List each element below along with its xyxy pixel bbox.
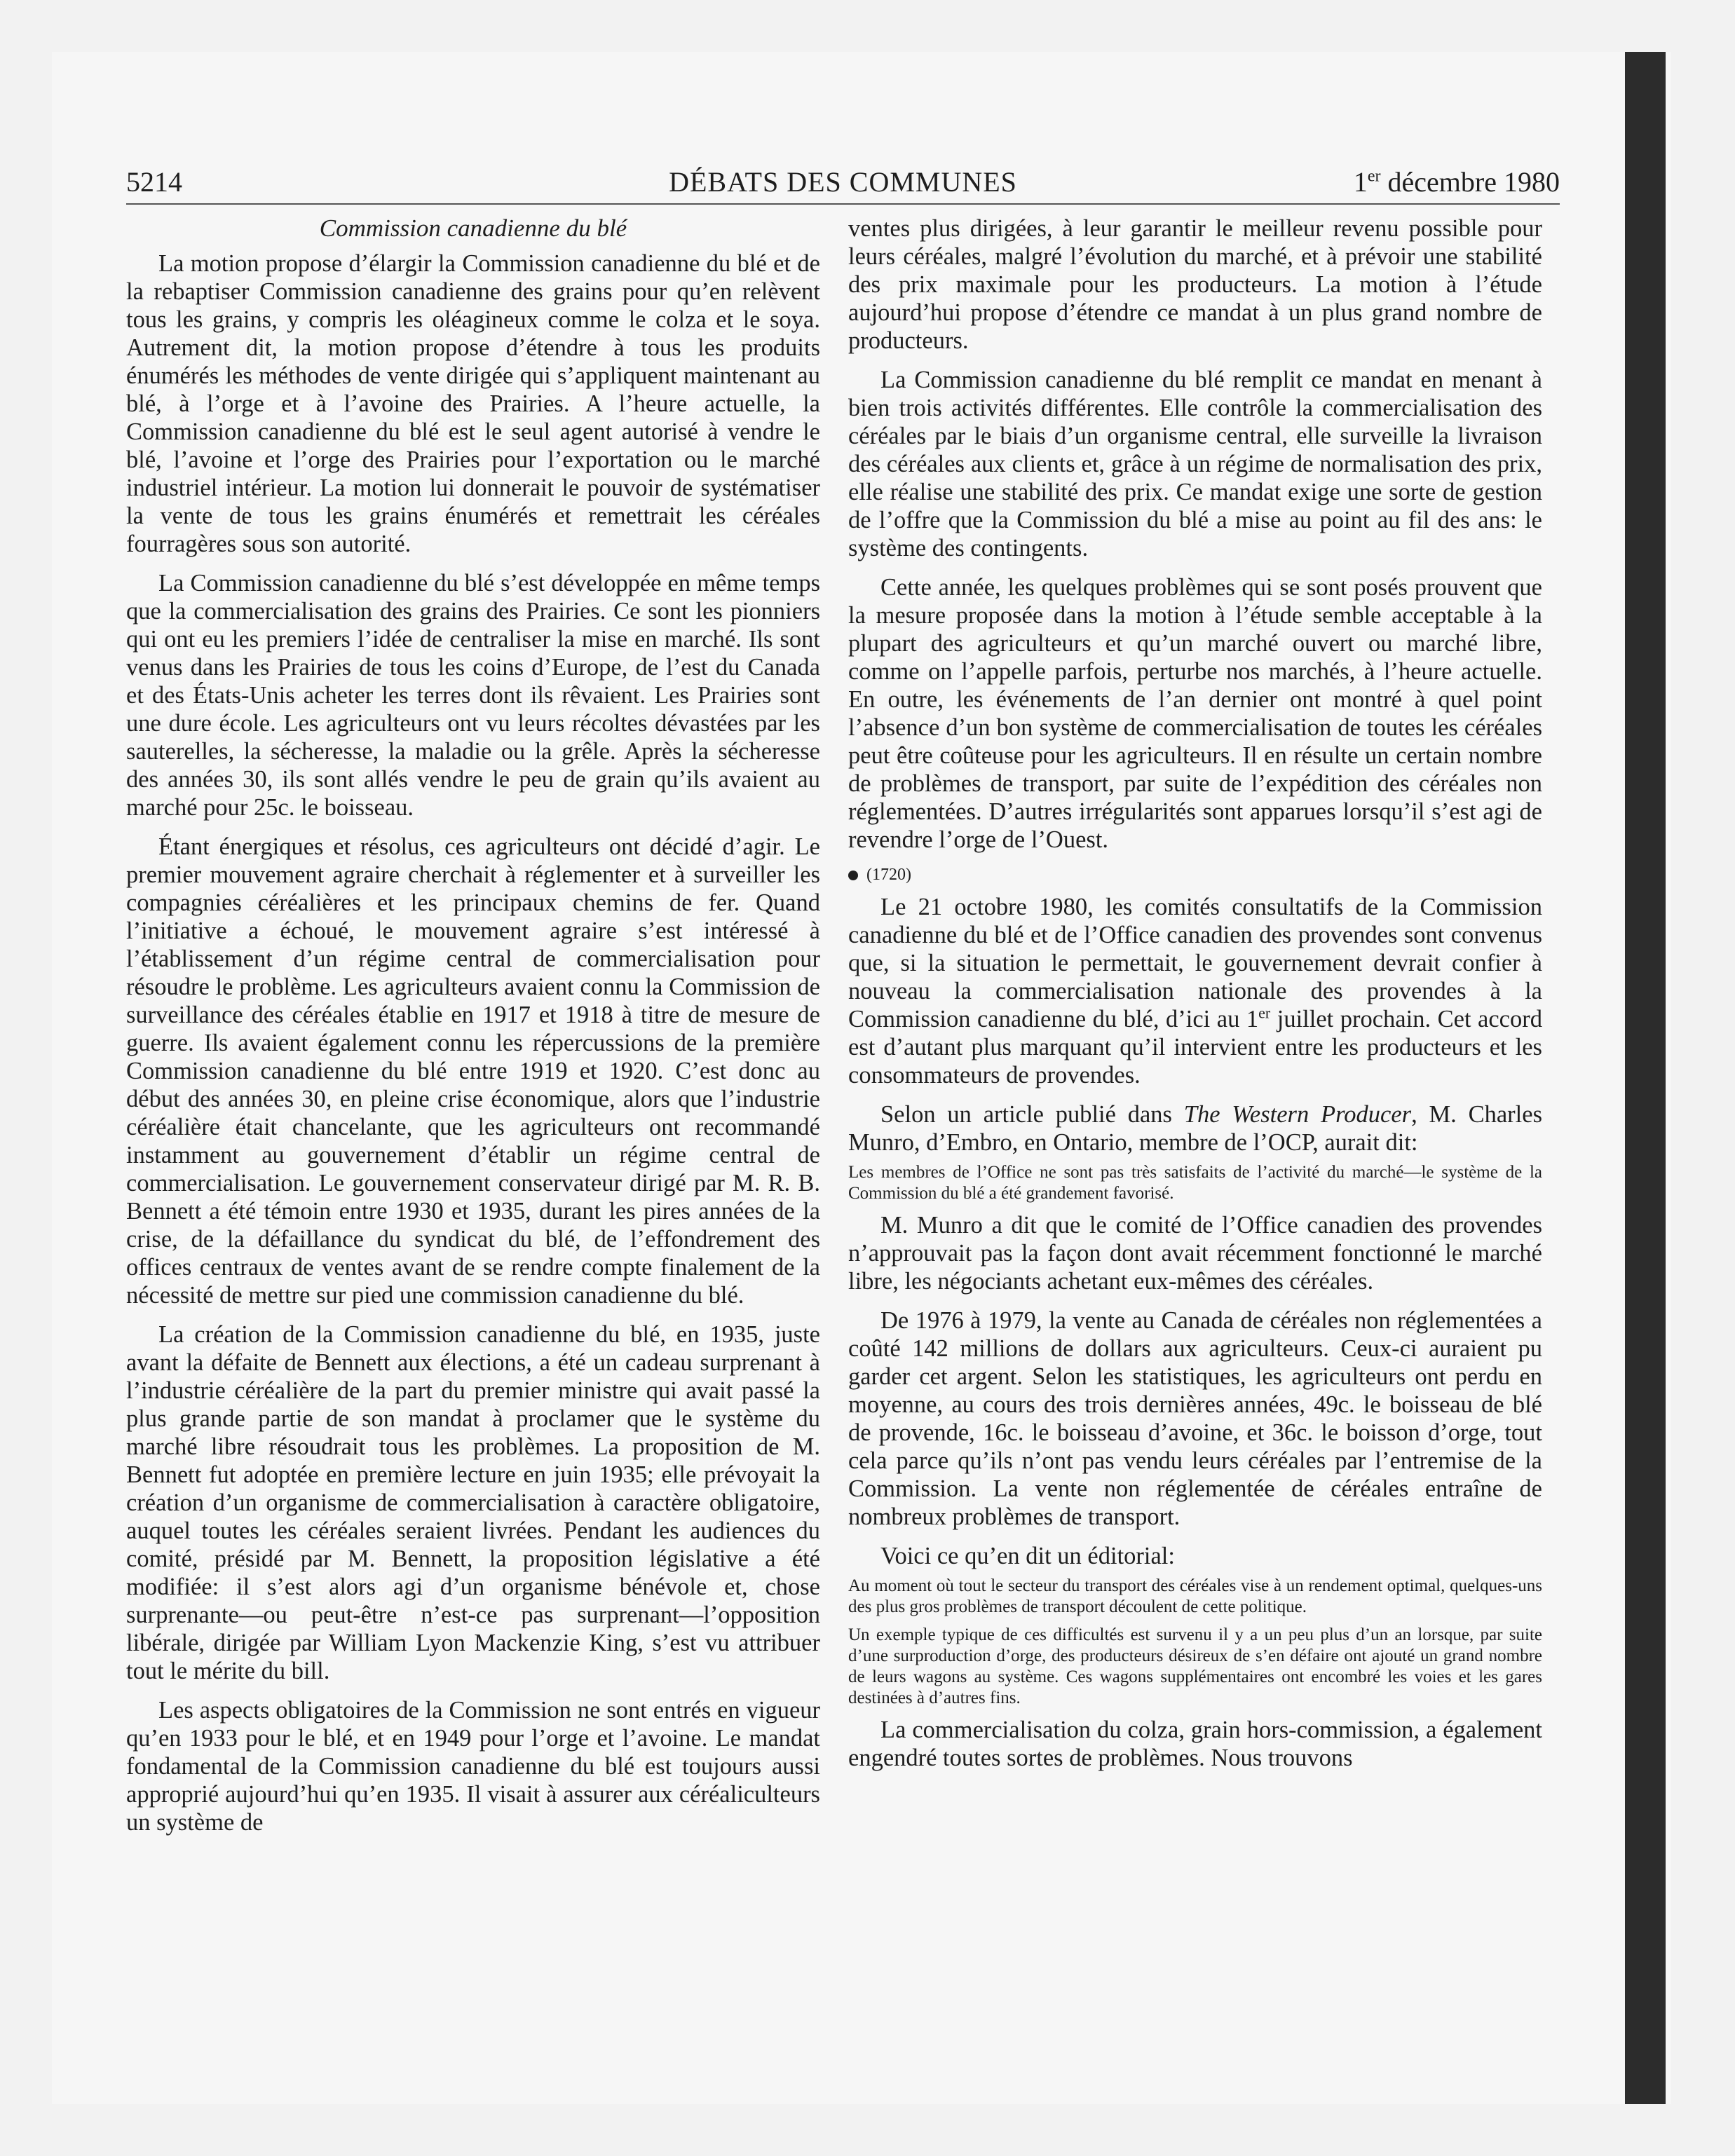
superscript: er [1258,1004,1271,1022]
section-heading: Commission canadienne du blé [319,214,627,242]
header-date [1354,165,1560,198]
paragraph: La Commission canadienne du blé s’est développée en même temps que la commercialisation des grains des Prairies. Ce sont les pionniers qui ont eu les premiers l’idée de centraliser la mise en marché. Ils sont venus dans les Prairies de tous les coins d’Europe, de l’est du Canada et des États-Unis acheter les terres dont ils rêvaient. Les Prairies sont une dure école. Les agriculteurs ont vu leurs récoltes dévastées par les sauterelles, la sécheresse, la maladie ou la grêle. Après la sécheresse des années 30, ils sont allés vendre le peu de grain qu’ils avaient au marché pour 25c. le boisseau. [126,570,820,821]
paragraph-part: , M. Charles Munro, d’Embro, en Ontario, membre de l’OCP, aurait dit: [848,1101,1542,1156]
publication-title: DÉBATS DES COMMUNES [669,166,1017,198]
block-quote: Les membres de l’Office ne sont pas très satisfaits de l’activité du marché—le système de la Commission du blé a été grandement favorisé. [848,1163,1542,1203]
time-marker-text: (1720) [866,866,911,884]
paragraph-part: juillet prochain. Cet accord est d’autant plus marquant qu’il intervient entre les producteurs et les consommateurs de provendes. [848,1006,1542,1089]
paragraph: La commercialisation du colza, grain hors-commission, a également engendré toutes sortes de problèmes. Nous trouvons [848,1717,1542,1771]
bullet-icon [848,871,858,880]
paragraph: ventes plus dirigées, à leur garantir le meilleur revenu possible pour leurs céréales, malgré l’évolution du marché, et à prévoir une stabilité des prix maximale pour les producteurs. La motion à l’étude aujourd’hui propose d’étendre ce mandat à un plus grand nombre de producteurs. [848,215,1542,354]
time-marker [848,861,1542,889]
paragraph: Étant énergiques et résolus, ces agriculteurs ont décidé d’agir. Le premier mouvement agraire cherchait à réglementer et à surveiller les compagnies céréalières et les principaux chemins de fer. Quand l’initiative a échoué, le mouvement agraire s’est intéressé à l’établissement d’un régime central de commercialisation pour résoudre le problème. Les agriculteurs avaient connu la Commission de surveillance des céréales établie en 1917 et 1918 à titre de mesure de guerre. Ils avaient également connu les répercussions de la première Commission canadienne du blé entre 1919 et 1920. C’est donc au début des années 30, en pleine crise économique, alors que l’industrie céréalière était chancelante, que les agriculteurs ont recommandé instamment au gouvernement d’établir un régime central de commercialisation. Le gouvernement conservateur dirigé par M. R. B. Bennett a été témoin entre 1930 et 1935, durant les pires années de la crise, de la défaillance du syndicat du blé, de l’effondrement des offices centraux de ventes avant de se rendre compte finalement de la nécessité de mettre sur pied une commission canadienne du blé. [126,833,820,1309]
paragraph: Voici ce qu’en dit un éditorial: [880,1543,1175,1569]
paragraph [848,1100,1542,1157]
paragraph-part: Le 21 octobre 1980, les comités consultatifs de la Commission canadienne du blé et de l’Office canadien des provendes sont convenus que, si la situation le permettait, le gouvernement devrait confier à nouveau la commercialisation nationale des provendes à la Commission canadienne du blé, d’ici au 1 [848,894,1542,1032]
paragraph: La motion propose d’élargir la Commission canadienne du blé et de la rebaptiser Commission canadienne des grains pour qu’en relèvent tous les grains, y compris les oléagineux comme le colza et le soya. Autrement dit, la motion propose d’étendre à tous les produits énumérés les méthodes de vente dirigée qui s’appliquent maintenant au blé, à l’orge et à l’avoine des Prairies. A l’heure actuelle, la Commission canadienne du blé est le seul agent autorisé à vendre le blé, l’avoine et l’orge des Prairies pour l’exportation ou le marché industriel intérieur. La motion lui donnerait le pouvoir de systématiser la vente de tous les grains énumérés et remettrait les céréales fourragères sous son autorité. [126,250,820,557]
paragraph: La création de la Commission canadienne du blé, en 1935, juste avant la défaite de Bennett aux élections, a été un cadeau surprenant à l’industrie céréalière de la part du premier ministre qui avait passé la plus grande partie de son mandat à proclamer que le système du marché libre résoudrait tous les problèmes. La proposition de M. Bennett fut adoptée en première lecture en juin 1935; elle prévoyait la création d’un organisme de commercialisation à caractère obligatoire, auquel toutes les céréales seraient livrées. Pendant les audiences du comité, présidé par M. Bennett, la proposition législative a été modifiée: il s’est alors agi d’un organisme bénévole et, chose surprenante—ou peut-être n’est-ce pas surprenant—l’opposition libérale, dirigée par William Lyon Mackenzie King, s’est vu attribuer tout le mérite du bill. [126,1321,820,1684]
paragraph: Les aspects obligatoires de la Commission ne sont entrés en vigueur qu’en 1933 pour le blé, et en 1949 pour l’orge et l’avoine. Le mandat fondamental de la Commission canadienne du blé est toujours aussi approprié aujourd’hui qu’en 1935. Il visait à assurer aux céréaliculteurs un système de [126,1697,820,1836]
paragraph: La Commission canadienne du blé remplit ce mandat en menant à bien trois activités différentes. Elle contrôle la commercialisation des céréales par le biais d’un organisme central, elle surveille la livraison des céréales aux clients et, grâce à un régime de normalisation des prix, elle réalise une stabilité des prix. Ce mandat exige une sorte de gestion de l’offre que la Commission du blé a mise au point au fil des ans: le système des contingents. [848,367,1542,561]
page-number: 5214 [126,166,182,198]
paragraph: De 1976 à 1979, la vente au Canada de céréales non réglementées a coûté 142 millions de dollars aux agriculteurs. Ceux-ci auraient pu garder cet argent. Selon les statistiques, les agriculteurs ont perdu en moyenne, au cours des trois dernières années, 49c. le boisseau de blé de provende, 16c. le boisseau d’avoine, et 36c. le boisson d’orge, tout cela parce qu’ils n’ont pas vendu leurs céréales par l’entremise de la Commission. La vente non réglementée de céréales entraîne de nombreux problèmes de transport. [848,1307,1542,1530]
publication-name: The Western Producer [1183,1101,1412,1128]
paragraph [848,893,1542,1089]
block-quote: Au moment où tout le secteur du transport des céréales vise à un rendement optimal, quelques-uns des plus gros problèmes de transport découlent de cette politique. [848,1576,1542,1616]
scan-edge-bar [1625,52,1666,2104]
paragraph: M. Munro a dit que le comité de l’Office canadien des provendes n’approuvait pas la façon dont avait récemment fonctionné le marché libre, les négociants achetant eux-mêmes des céréales. [848,1212,1542,1295]
header-date-sup: er [1367,167,1381,186]
left-column [126,214,820,1836]
page-header [126,164,1560,205]
header-date-rest: décembre 1980 [1380,166,1560,198]
paragraph-part: Selon un article publié dans [880,1101,1184,1128]
paragraph: Cette année, les quelques problèmes qui se sont posés prouvent que la mesure proposée dans la motion à l’étude semble acceptable à la plupart des agriculteurs et qu’un marché ouvert ou marché libre, comme on l’appelle parfois, perturbe nos marchés, à l’heure actuelle. En outre, les événements de l’an dernier ont montré à quel point l’absence d’un bon système de commercialisation de toutes les céréales peut être coûteuse pour les agriculteurs. Il en résulte un certain nombre de problèmes de transport, par suite de l’expédition des céréales non réglementées. D’autres irrégularités sont apparues lorsqu’il s’est agi de revendre l’orge de l’Ouest. [848,574,1542,853]
header-date-day: 1 [1353,166,1368,198]
block-quote: Un exemple typique de ces difficultés est survenu il y a un peu plus d’un an lorsque, par suite d’une surproduction d’orge, des producteurs désireux de s’en défaire ont ajouté un grand nombre de leurs wagons au système. Ces wagons supplémentaires ont encombré les voies et les gares destinées à d’autres fins. [848,1625,1542,1707]
right-column [848,214,1542,1772]
